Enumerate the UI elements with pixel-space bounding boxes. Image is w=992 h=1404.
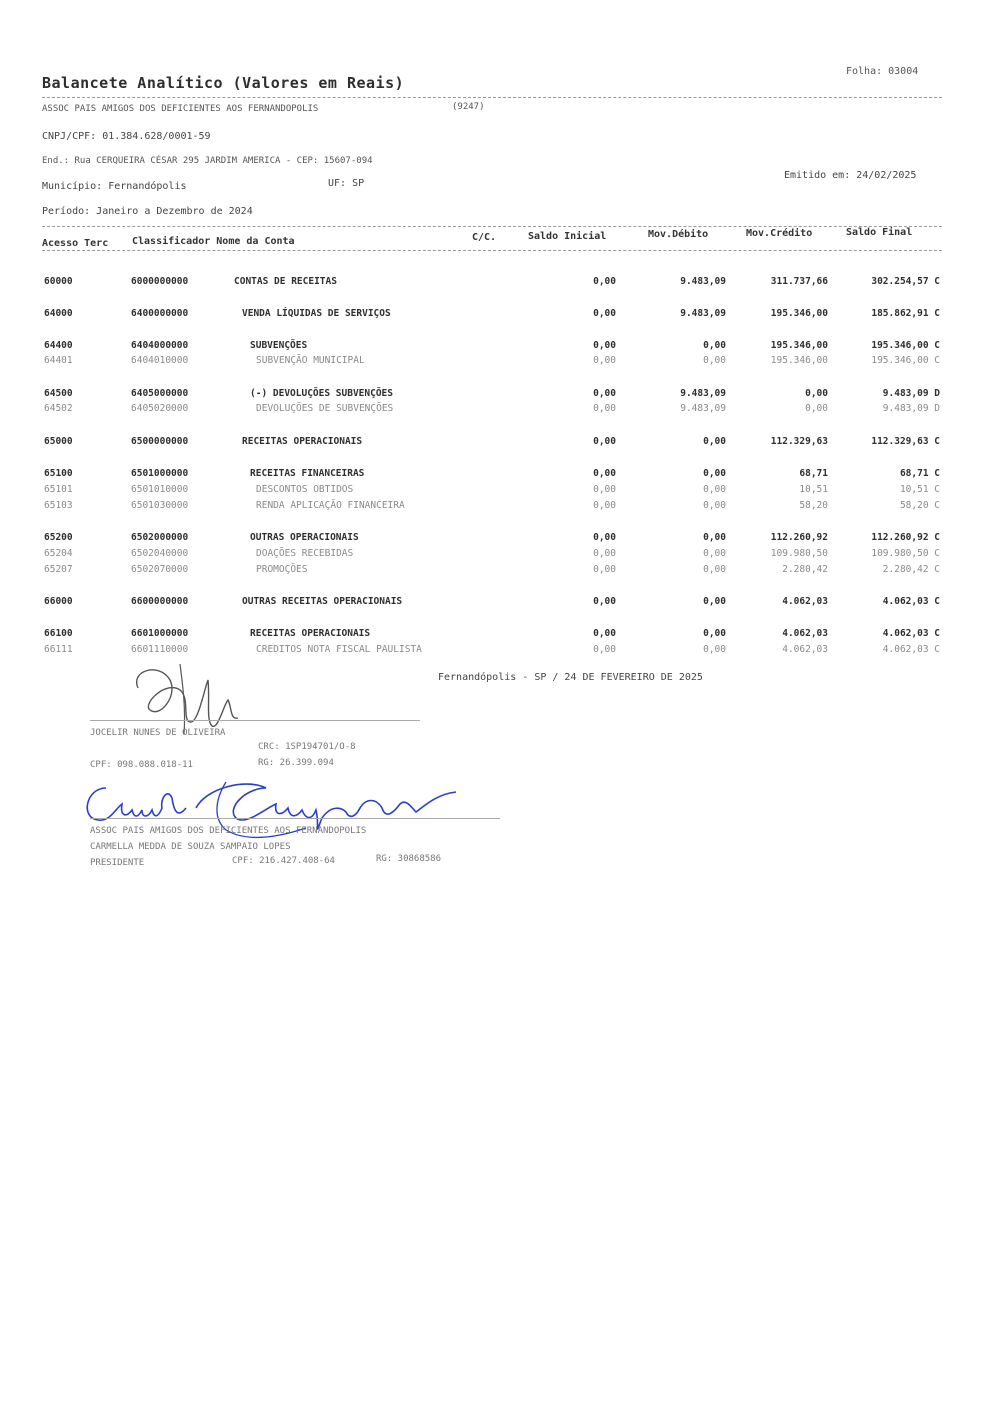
table-row xyxy=(44,355,944,369)
accountant-signature-line xyxy=(90,720,420,721)
saldo-inicial-value: 0,00 xyxy=(593,388,616,399)
table-row xyxy=(44,500,944,514)
account-code: 64000 xyxy=(44,308,73,319)
table-row xyxy=(44,548,944,562)
account-code: 64500 xyxy=(44,388,73,399)
classifier-code: 6404000000 xyxy=(131,340,189,351)
mov-credito-value: 109.980,50 xyxy=(770,548,828,559)
table-row xyxy=(44,276,944,290)
mov-debito-value: 0,00 xyxy=(703,548,726,559)
mov-debito-value: 9.483,09 xyxy=(680,308,726,319)
mov-credito-value: 195.346,00 xyxy=(770,355,828,366)
table-row xyxy=(44,484,944,498)
account-name: RECEITAS FINANCEIRAS xyxy=(250,468,365,479)
mov-debito-value: 0,00 xyxy=(703,340,726,351)
saldo-final-value: 109.980,50 C xyxy=(871,548,940,559)
classifier-code: 6600000000 xyxy=(131,596,189,607)
mov-credito-value: 10,51 xyxy=(799,484,828,495)
saldo-inicial-value: 0,00 xyxy=(593,436,616,447)
account-name: DOAÇÕES RECEBIDAS xyxy=(256,548,354,559)
mov-debito-value: 0,00 xyxy=(703,564,726,575)
account-name: SUBVENÇÃO MUNICIPAL xyxy=(256,355,365,366)
classifier-code: 6601000000 xyxy=(131,628,189,639)
accountant-name: JOCELIR NUNES DE OLIVEIRA xyxy=(90,728,226,738)
saldo-final-value: 4.062,03 C xyxy=(882,596,940,607)
table-row xyxy=(44,532,944,546)
saldo-inicial-value: 0,00 xyxy=(593,532,616,543)
account-name: PROMOÇÕES xyxy=(256,564,308,575)
account-name: RECEITAS OPERACIONAIS xyxy=(250,628,371,639)
mov-debito-value: 9.483,09 xyxy=(680,388,726,399)
account-name: VENDA LÍQUIDAS DE SERVIÇOS xyxy=(242,308,391,319)
classifier-code: 6405000000 xyxy=(131,388,189,399)
account-name: CREDITOS NOTA FISCAL PAULISTA xyxy=(256,644,422,655)
saldo-inicial-value: 0,00 xyxy=(593,468,616,479)
periodo: Período: Janeiro a Dezembro de 2024 xyxy=(42,206,253,217)
president-signature xyxy=(76,768,476,848)
accountant-crc: CRC: 1SP194701/O-8 xyxy=(258,742,356,752)
mov-debito-value: 0,00 xyxy=(703,355,726,366)
table-row xyxy=(44,468,944,482)
president-rg: RG: 30868586 xyxy=(376,854,442,864)
entity-name: ASSOC PAIS AMIGOS DOS DEFICIENTES AOS FERNANDOPOLIS xyxy=(42,104,319,114)
mov-credito-value: 195.346,00 xyxy=(770,340,828,351)
saldo-final-value: 195.346,00 C xyxy=(871,355,940,366)
mov-credito-value: 58,20 xyxy=(799,500,828,511)
saldo-final-value: 2.280,42 C xyxy=(882,564,940,575)
account-name: OUTRAS RECEITAS OPERACIONAIS xyxy=(242,596,403,607)
account-code: 65207 xyxy=(44,564,73,575)
mov-credito-value: 0,00 xyxy=(805,403,828,414)
account-code: 64502 xyxy=(44,403,73,414)
mov-debito-value: 0,00 xyxy=(703,628,726,639)
saldo-final-value: 10,51 C xyxy=(899,484,940,495)
president-name: CARMELLA MEDDA DE SOUZA SAMPAIO LOPES xyxy=(90,842,291,852)
account-name: DESCONTOS OBTIDOS xyxy=(256,484,354,495)
table-row xyxy=(44,340,944,354)
saldo-final-value: 9.483,09 D xyxy=(882,388,940,399)
mov-debito-value: 0,00 xyxy=(703,532,726,543)
saldo-final-value: 68,71 C xyxy=(899,468,940,479)
classifier-code: 6502040000 xyxy=(131,548,189,559)
col-cc: C/C. xyxy=(472,232,497,243)
saldo-inicial-value: 0,00 xyxy=(593,403,616,414)
municipio: Município: Fernandópolis xyxy=(42,181,187,192)
saldo-inicial-value: 0,00 xyxy=(593,484,616,495)
account-code: 65101 xyxy=(44,484,73,495)
classifier-code: 6501000000 xyxy=(131,468,189,479)
account-code: 64400 xyxy=(44,340,73,351)
classifier-code: 6501010000 xyxy=(131,484,189,495)
classifier-code: 6500000000 xyxy=(131,436,189,447)
account-code: 65103 xyxy=(44,500,73,511)
account-name: OUTRAS OPERACIONAIS xyxy=(250,532,359,543)
emitido-date: Emitido em: 24/02/2025 xyxy=(784,170,917,181)
mov-debito-value: 0,00 xyxy=(703,500,726,511)
classifier-code: 6400000000 xyxy=(131,308,189,319)
saldo-inicial-value: 0,00 xyxy=(593,564,616,575)
column-header-top-rule xyxy=(42,226,942,227)
cnpj: CNPJ/CPF: 01.384.628/0001-59 xyxy=(42,131,211,142)
account-name: RECEITAS OPERACIONAIS xyxy=(242,436,363,447)
entity-code: (9247) xyxy=(452,102,485,112)
page-number: Folha: 03004 xyxy=(846,66,919,77)
mov-debito-value: 0,00 xyxy=(703,436,726,447)
mov-debito-value: 0,00 xyxy=(703,468,726,479)
table-row xyxy=(44,388,944,402)
mov-debito-value: 0,00 xyxy=(703,596,726,607)
mov-debito-value: 0,00 xyxy=(703,644,726,655)
account-code: 66100 xyxy=(44,628,73,639)
classifier-code: 6502000000 xyxy=(131,532,189,543)
classifier-code: 6501030000 xyxy=(131,500,189,511)
org-name: ASSOC PAIS AMIGOS DOS DEFICIENTES AOS FERNANDOPOLIS xyxy=(90,826,367,836)
saldo-inicial-value: 0,00 xyxy=(593,276,616,287)
president-signature-line xyxy=(90,818,500,819)
col-mov-debito: Mov.Débito xyxy=(648,229,709,240)
account-code: 64401 xyxy=(44,355,73,366)
mov-credito-value: 4.062,03 xyxy=(782,644,828,655)
mov-credito-value: 68,71 xyxy=(799,468,828,479)
saldo-final-value: 4.062,03 C xyxy=(882,644,940,655)
place-date: Fernandópolis - SP / 24 DE FEVEREIRO DE 2025 xyxy=(438,672,703,683)
saldo-final-value: 195.346,00 C xyxy=(871,340,940,351)
saldo-final-value: 302.254,57 C xyxy=(871,276,940,287)
account-code: 66111 xyxy=(44,644,73,655)
account-name: DEVOLUÇÕES DE SUBVENÇÕES xyxy=(256,403,394,414)
saldo-inicial-value: 0,00 xyxy=(593,596,616,607)
account-name: (-) DEVOLUÇÕES SUBVENÇÕES xyxy=(250,388,393,399)
table-row xyxy=(44,596,944,610)
column-header-bottom-rule xyxy=(42,250,942,251)
saldo-inicial-value: 0,00 xyxy=(593,340,616,351)
saldo-inicial-value: 0,00 xyxy=(593,628,616,639)
classifier-code: 6404010000 xyxy=(131,355,189,366)
saldo-final-value: 185.862,91 C xyxy=(871,308,940,319)
account-code: 60000 xyxy=(44,276,73,287)
mov-credito-value: 0,00 xyxy=(805,388,828,399)
saldo-final-value: 112.260,92 C xyxy=(871,532,940,543)
mov-debito-value: 9.483,09 xyxy=(680,276,726,287)
classifier-code: 6502070000 xyxy=(131,564,189,575)
mov-credito-value: 4.062,03 xyxy=(782,628,828,639)
saldo-final-value: 4.062,03 C xyxy=(882,628,940,639)
saldo-final-value: 112.329,63 C xyxy=(871,436,940,447)
saldo-inicial-value: 0,00 xyxy=(593,500,616,511)
mov-credito-value: 2.280,42 xyxy=(782,564,828,575)
table-row xyxy=(44,436,944,450)
mov-credito-value: 311.737,66 xyxy=(770,276,828,287)
account-name: RENDA APLICAÇÃO FINANCEIRA xyxy=(256,500,405,511)
saldo-inicial-value: 0,00 xyxy=(593,548,616,559)
mov-credito-value: 112.329,63 xyxy=(770,436,828,447)
table-row xyxy=(44,628,944,642)
accountant-rg: RG: 26.399.094 xyxy=(258,758,334,768)
table-row xyxy=(44,403,944,417)
mov-debito-value: 9.483,09 xyxy=(680,403,726,414)
account-code: 65200 xyxy=(44,532,73,543)
header-divider xyxy=(42,97,942,98)
mov-debito-value: 0,00 xyxy=(703,484,726,495)
saldo-inicial-value: 0,00 xyxy=(593,308,616,319)
classifier-code: 6601110000 xyxy=(131,644,189,655)
president-role: PRESIDENTE xyxy=(90,858,145,868)
mov-credito-value: 195.346,00 xyxy=(770,308,828,319)
president-cpf: CPF: 216.427.408-64 xyxy=(232,856,335,866)
account-code: 65100 xyxy=(44,468,73,479)
table-row xyxy=(44,644,944,658)
col-saldo-final: Saldo Final xyxy=(846,227,913,238)
saldo-final-value: 58,20 C xyxy=(899,500,940,511)
mov-credito-value: 4.062,03 xyxy=(782,596,828,607)
account-name: SUBVENÇÕES xyxy=(250,340,308,351)
saldo-inicial-value: 0,00 xyxy=(593,355,616,366)
accountant-cpf: CPF: 098.088.018-11 xyxy=(90,760,193,770)
col-mov-credito: Mov.Crédito xyxy=(746,228,813,239)
page-title: Balancete Analítico (Valores em Reais) xyxy=(42,74,405,92)
col-saldo-inicial: Saldo Inicial xyxy=(528,231,607,242)
account-code: 65000 xyxy=(44,436,73,447)
classifier-code: 6405020000 xyxy=(131,403,189,414)
account-name: CONTAS DE RECEITAS xyxy=(234,276,337,287)
address: End.: Rua CERQUEIRA CÉSAR 295 JARDIM AMERICA - CEP: 15607-094 xyxy=(42,156,373,166)
uf: UF: SP xyxy=(328,178,365,189)
table-row xyxy=(44,564,944,578)
col-classificador: Classificador Nome da Conta xyxy=(132,236,295,247)
account-code: 65204 xyxy=(44,548,73,559)
saldo-final-value: 9.483,09 D xyxy=(882,403,940,414)
table-row xyxy=(44,308,944,322)
mov-credito-value: 112.260,92 xyxy=(770,532,828,543)
saldo-inicial-value: 0,00 xyxy=(593,644,616,655)
account-code: 66000 xyxy=(44,596,73,607)
classifier-code: 6000000000 xyxy=(131,276,189,287)
col-acesso: Acesso Terc xyxy=(42,238,109,249)
